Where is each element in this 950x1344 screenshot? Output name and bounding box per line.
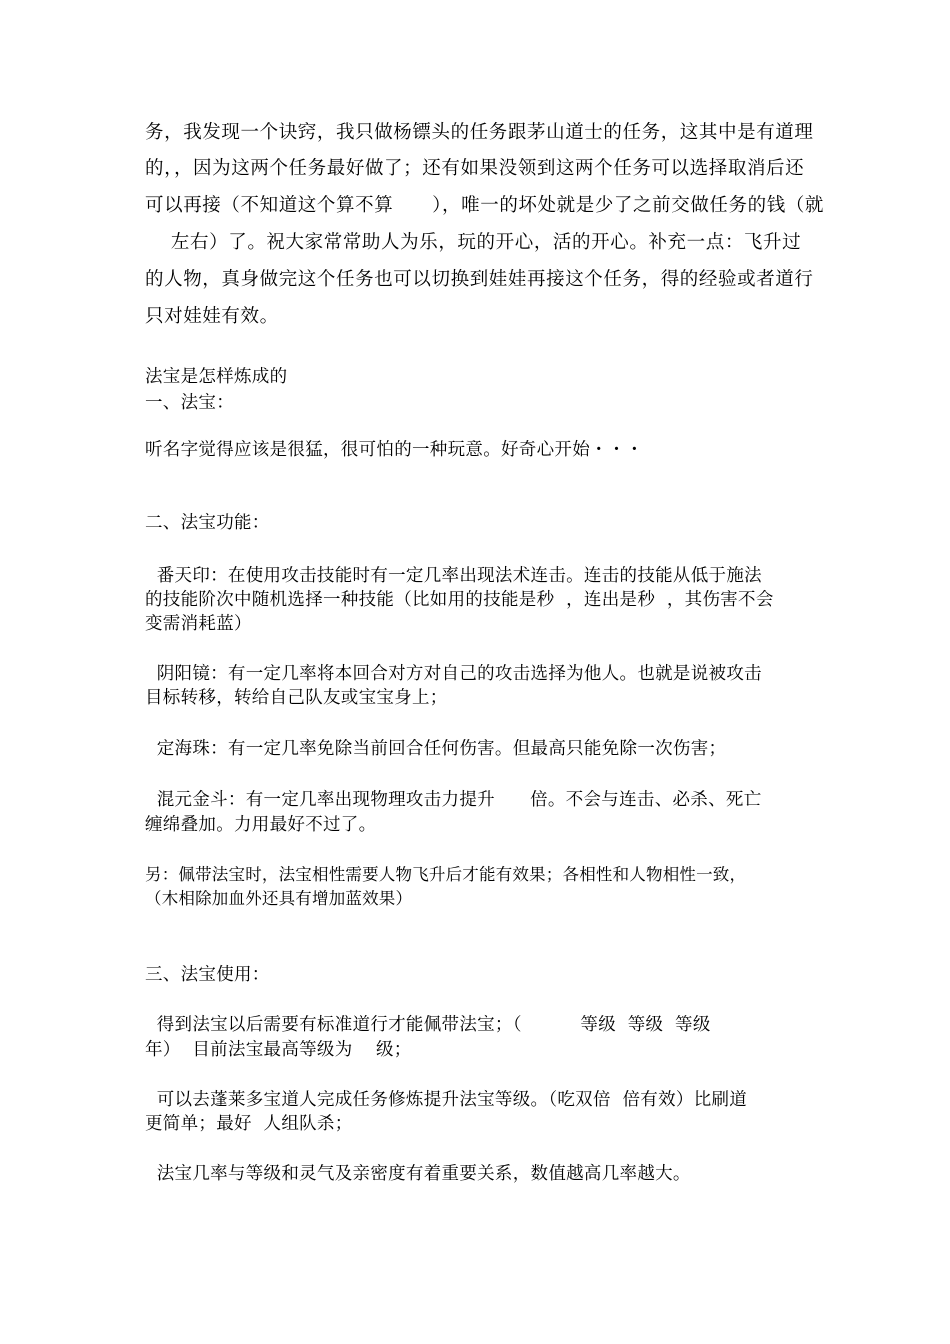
paragraph-line: 目标转移，转给自己队友或宝宝身上； [145, 688, 448, 708]
intro-line: 务，我发现一个诀窍，我只做杨镖头的任务跟茅山道士的任务，这其中是有道理 [145, 122, 814, 143]
paragraph-line: 混元金斗：有一定几率出现物理攻击力提升 倍。不会与连击、必杀、死亡 [145, 790, 762, 810]
intro-line: 只对娃娃有效。 [145, 306, 279, 327]
paragraph-line: 变需消耗蓝） [145, 614, 252, 634]
paragraph-line: 阴阳镜：有一定几率将本回合对方对自己的攻击选择为他人。也就是说被攻击 [145, 664, 762, 684]
paragraph-line: 年） 目前法宝最高等级为 级； [145, 1040, 412, 1060]
paragraph-line: 缠绵叠加。力用最好不过了。 [145, 815, 377, 835]
paragraph-line: 番天印：在使用攻击技能时有一定几率出现法术连击。连击的技能从低于施法 [145, 566, 762, 586]
intro-line: 的，，因为这两个任务最好做了；还有如果没领到这两个任务可以选择取消后还 [145, 158, 805, 179]
intro-line: 的人物，真身做完这个任务也可以切换到娃娃再接这个任务，得的经验或者道行 [145, 269, 814, 290]
note-line: （木相除加血外还具有增加蓝效果） [145, 889, 413, 908]
section-heading: 三、法宝使用： [145, 965, 270, 985]
note-line: 另：佩带法宝时，法宝相性需要人物飞升后才能有效果；各相性和人物相性一致， [145, 865, 747, 884]
section-heading: 二、法宝功能： [145, 513, 270, 533]
paragraph-line: 可以去蓬莱多宝道人完成任务修炼提升法宝等级。（吃双倍 倍有效）比刷道 [145, 1090, 748, 1110]
paragraph-line: 得到法宝以后需要有标准道行才能佩带法宝；（ 等级 等级 等级 [145, 1015, 711, 1035]
section-text: 听名字觉得应该是很猛，很可怕的一种玩意。好奇心开始・・・ [145, 440, 644, 460]
paragraph-line: 法宝几率与等级和灵气及亲密度有着重要关系，数值越高几率越大。 [145, 1164, 691, 1184]
article-title: 法宝是怎样炼成的 [145, 367, 288, 387]
paragraph-line: 定海珠：有一定几率免除当前回合任何伤害。但最高只能免除一次伤害； [145, 739, 727, 759]
intro-line: 可以再接（不知道这个算不算 ），唯一的坏处就是少了之前交做任务的钱（就 [145, 195, 825, 216]
intro-line: 左右）了。祝大家常常助人为乐，玩的开心，活的开心。补充一点：飞升过 [145, 232, 802, 253]
paragraph-line: 的技能阶次中随机选择一种技能（比如用的技能是秒 ，连出是秒 ，其伤害不会 [145, 590, 774, 610]
paragraph-line: 更简单；最好 人组队杀； [145, 1114, 353, 1134]
section-heading: 一、法宝： [145, 393, 234, 413]
